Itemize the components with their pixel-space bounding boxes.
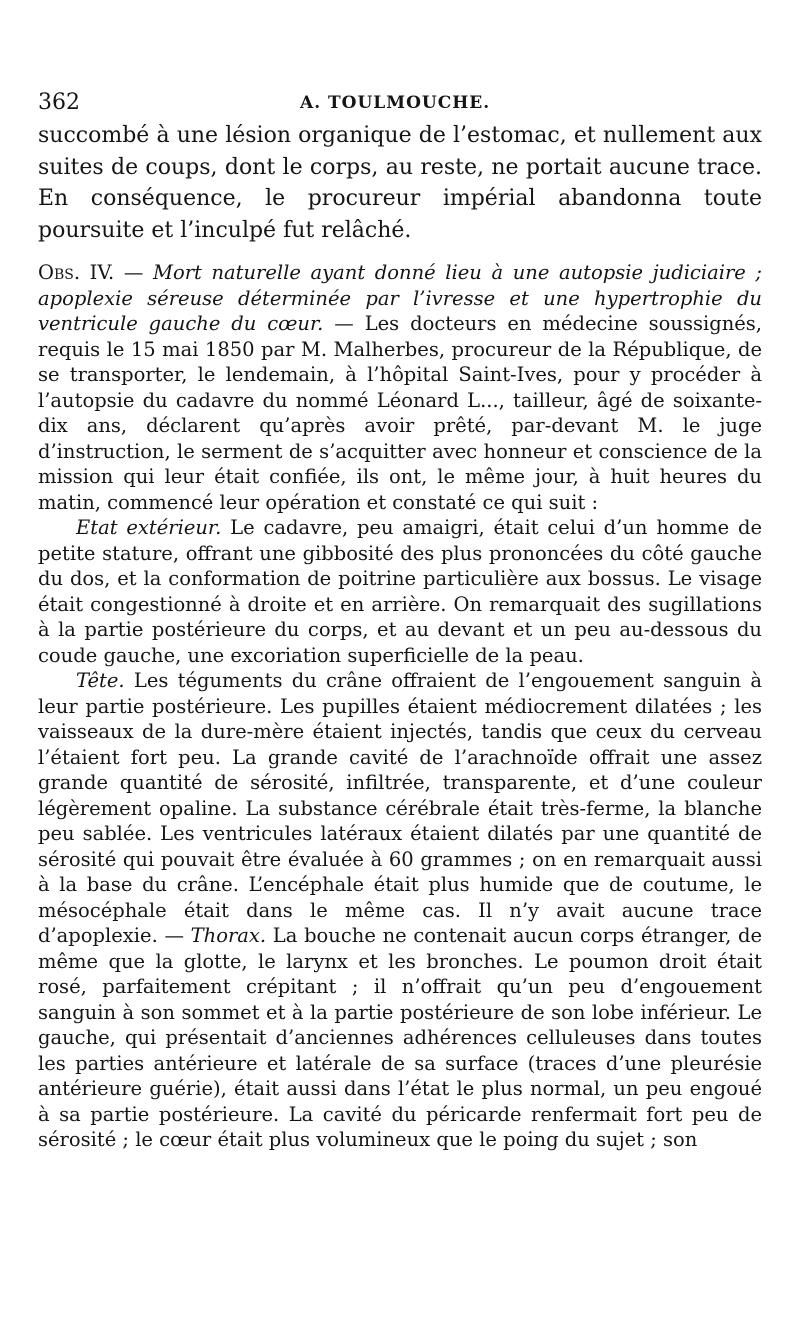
observation-title: Mort naturelle ayant donné lieu à une autopsie judiciaire ; apoplexie séreuse déterminée par l’ivresse et une hypertrophie du ventricule gauche du cœur. [38, 261, 762, 335]
external-state-label: Etat extérieur. [76, 516, 222, 539]
head-label: Tête. [76, 669, 125, 692]
external-state-text: Le cadavre, peu amaigri, était celui d’un homme de petite stature, offrant une gibbosité des plus prononcées du côté gauche du dos, et la conformation de poitrine particulière aux bossus. Le visage était congestionné à droite et en arrière. On remarquait des sugillations à la partie postérieure du corps, et au devant et un peu au-dessous du coude gauche, une excoriation superficielle de la peau. [38, 516, 762, 667]
running-head: A. TOULMOUCHE. [300, 93, 491, 113]
observation-paragraph [38, 260, 762, 515]
book-page [38, 86, 762, 1153]
external-state-paragraph [38, 515, 762, 668]
page-number: 362 [38, 90, 80, 115]
head-paragraph [38, 668, 762, 1153]
page-header [38, 86, 762, 120]
head-text: Les téguments du crâne offraient de l’engouement sanguin à leur partie postérieure. Les pupilles étaient médiocrement dilatées ; les vaisseaux de la dure-mère étaient injectés, tandis que ceux du cerveau l’étaient fort peu. La grande cavité de l’arachnoïde offrait une assez grande quantité de sérosité, infiltrée, transparente, et d’une couleur légèrement opaline. La substance cérébrale était très-ferme, la blanche peu sablée. Les ventricules latéraux étaient dilatés par une quantité de sérosité qui pouvait être évaluée à 60 grammes ; on en remarquait aussi à la base du crâne. L’encéphale était plus humide que de coutume, le mésocéphale était dans le même cas. Il n’y avait aucune trace d’apoplexie. — [38, 669, 762, 947]
observation-label: Obs. IV. — [38, 261, 144, 284]
continuation-paragraph: succombé à une lésion organique de l’estomac, et nullement aux suites de coups, dont le corps, au reste, ne portait aucune trace. En conséquence, le procureur impérial abandonna toute poursuite et l’inculpé fut relâché. [38, 123, 762, 243]
observation-text: — Les docteurs en médecine soussignés, requis le 15 mai 1850 par M. Malherbes, procureur de la République, de se transporter, le lendemain, à l’hôpital Saint-Ives, pour y procéder à l’autopsie du cadavre du nommé Léonard L..., tailleur, âgé de soixante-dix ans, déclarent qu’après avoir prêté, par-devant M. le juge d’instruction, le serment de s’acquitter avec honneur et conscience de la mission qui leur était confiée, ils ont, le même jour, à huit heures du matin, commencé leur opération et constaté ce qui suit : [38, 312, 762, 514]
thorax-text: La bouche ne contenait aucun corps étranger, de même que la glotte, le larynx et les bronches. Le poumon droit était rosé, parfaitement crépitant ; il n’offrait qu’un peu d’engouement sanguin à son sommet et à la partie postérieure de son lobe inférieur. Le gauche, qui présentait d’anciennes adhérences celluleuses dans toutes les parties antérieure et latérale de sa surface (traces d’une pleurésie antérieure guérie), était aussi dans l’état le plus normal, un peu engoué à sa partie postérieure. La cavité du péricarde renfermait fort peu de sérosité ; le cœur était plus volumineux que le poing du sujet ; son [38, 924, 762, 1151]
thorax-label: Thorax. [190, 924, 267, 947]
